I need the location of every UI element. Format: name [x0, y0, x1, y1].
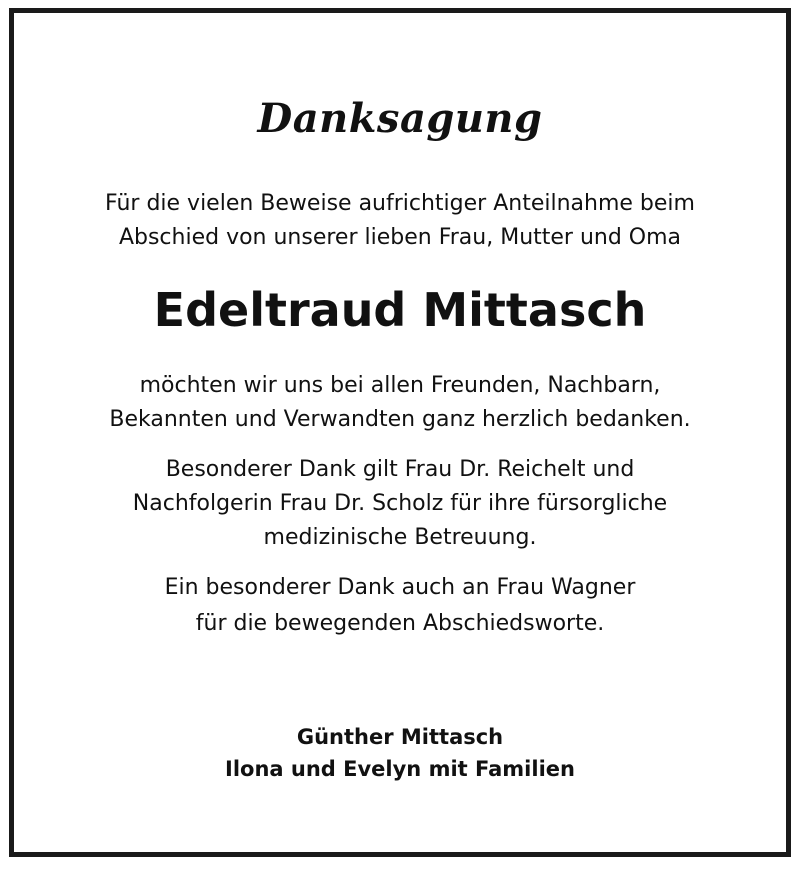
deceased-name: Edeltraud Mittasch	[153, 283, 647, 337]
notice-border-frame	[9, 8, 791, 857]
doctor-line-2: Nachfolgerin Frau Dr. Scholz für ihre fürsorgliche	[132, 491, 668, 516]
notice-title: Danksagung	[257, 95, 543, 142]
intro-line-1: Für die vielen Beweise aufrichtiger Anteilnahme beim	[105, 191, 695, 216]
signature-line-2: Ilona und Evelyn mit Familien	[225, 757, 575, 781]
thanks-line-2: Bekannten und Verwandten ganz herzlich bedanken.	[109, 407, 691, 432]
signature-line-1: Günther Mittasch	[296, 725, 504, 749]
thanks-line-1: möchten wir uns bei allen Freunden, Nachbarn,	[139, 373, 661, 398]
intro-line-2: Abschied von unserer lieben Frau, Mutter und Oma	[118, 225, 682, 250]
doctor-line-1: Besonderer Dank gilt Frau Dr. Reichelt und	[165, 457, 635, 482]
doctor-line-3: medizinische Betreuung.	[263, 525, 537, 550]
speaker-line-1: Ein besonderer Dank auch an Frau Wagner	[164, 575, 636, 600]
speaker-line-2: für die bewegenden Abschiedsworte.	[195, 611, 605, 636]
